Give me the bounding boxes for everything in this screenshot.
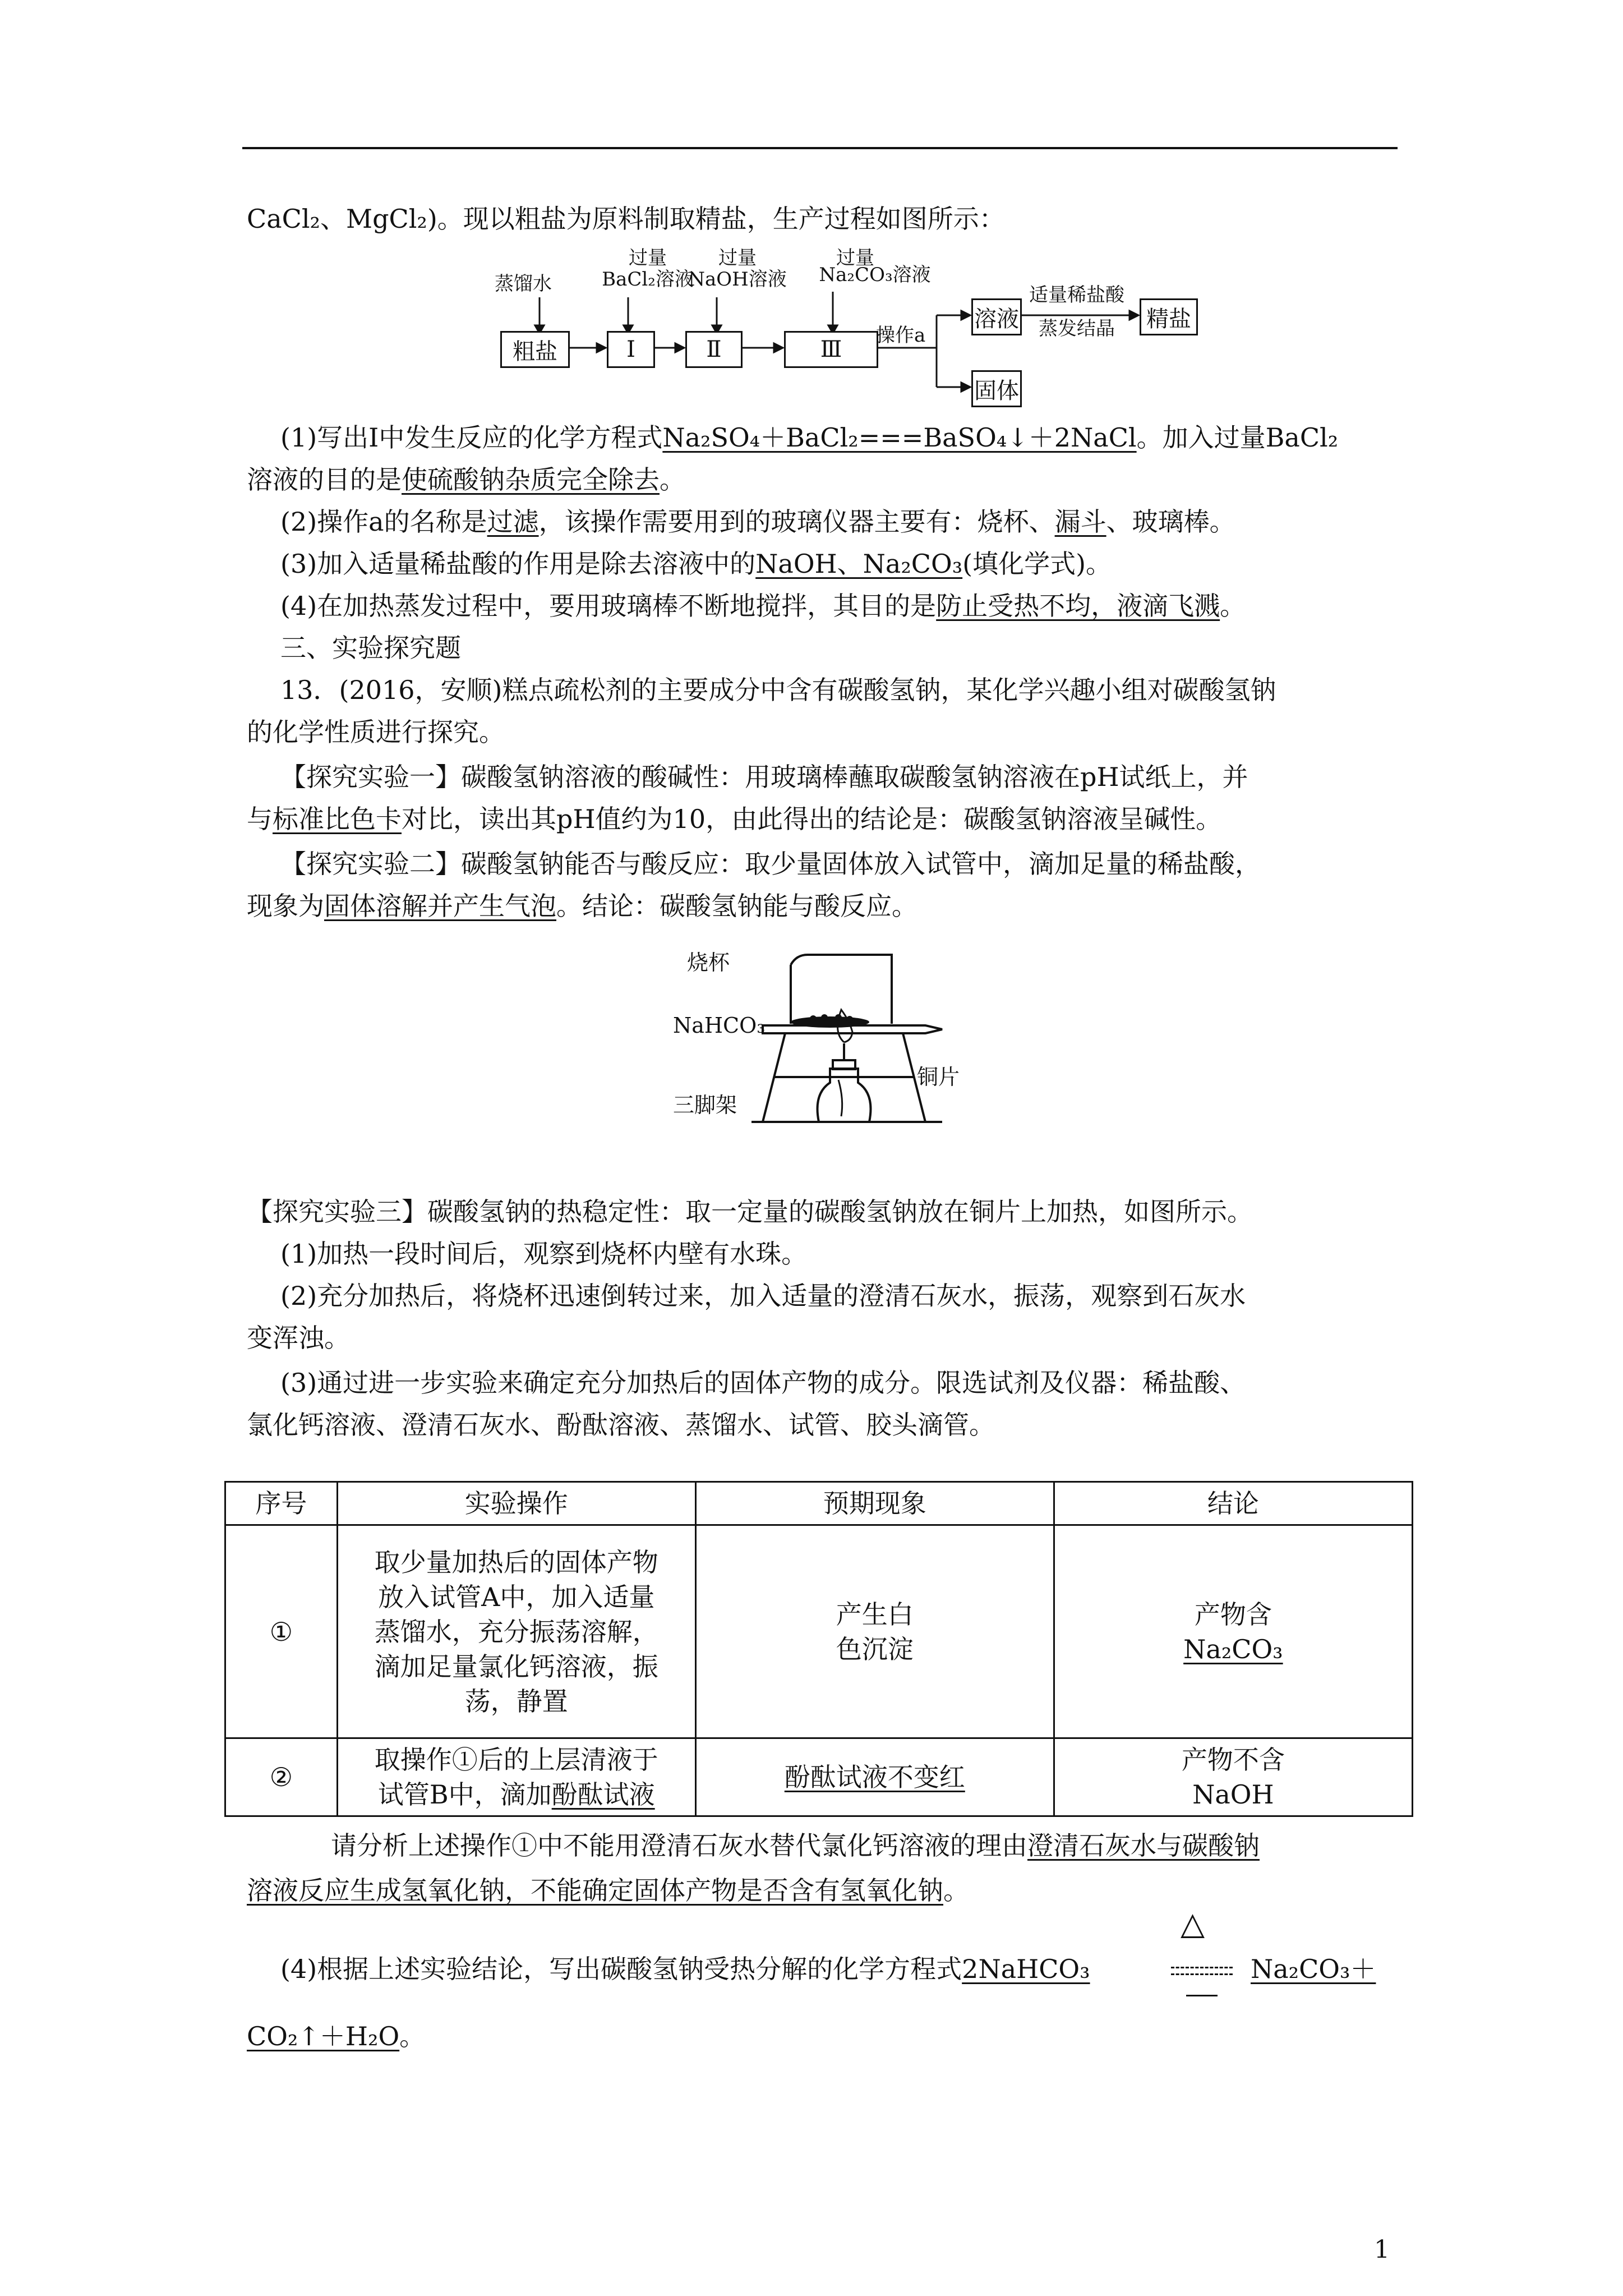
q4b-product <box>1251 1952 1376 1986</box>
intro-line: CaCl₂、MgCl₂)。现以粗盐为原料制取精盐，生产过程如图所示： <box>247 204 1005 234</box>
q13-line1: 13．(2016，安顺)糕点疏松剂的主要成分中含有碳酸氢钠，某化学兴趣小组对碳酸氢钠 <box>280 675 1276 705</box>
row2-op-line1: 取操作①后的上层清液于 <box>374 1745 658 1775</box>
row2-op-prefix: 试管B中，滴加 <box>377 1779 552 1810</box>
equals-line-mid <box>1171 1973 1233 1975</box>
row1-op-line: 取少量加热后的固体产物 <box>374 1547 658 1577</box>
exp2-line2-answer: 固体溶解并产生气泡 <box>324 891 556 921</box>
exp1-line2-answer: 标准比色卡 <box>273 804 402 834</box>
header-operation: 实验操作 <box>337 1482 695 1525</box>
heat-symbol: △ <box>1181 1906 1205 1942</box>
box-step-3: Ⅲ <box>784 331 878 368</box>
label-dilute-hcl: 适量稀盐酸 <box>1029 284 1124 306</box>
q1-suffix: 。加入过量BaCl₂ <box>1136 422 1339 453</box>
equals-line-top <box>1171 1967 1233 1968</box>
q4b-line2 <box>247 2019 425 2053</box>
q13-line2: 的化学性质进行探究。 <box>247 717 505 747</box>
table-row <box>225 1525 1413 1738</box>
exp2-line1: 【探究实验二】碳酸氢钠能否与酸反应：取少量固体放入试管中，滴加足量的稀盐酸， <box>280 849 1261 879</box>
reagent-bacl2-top: 过量 <box>629 247 667 269</box>
row2-operation <box>337 1738 695 1816</box>
header-no: 序号 <box>225 1482 338 1525</box>
row2-op-answer: 酚酞试液 <box>551 1779 655 1810</box>
analysis-line1 <box>331 1829 1260 1862</box>
box-solid: 固体 <box>971 370 1022 407</box>
table-row <box>225 1738 1413 1816</box>
row1-concl-answer: Na₂CO₃ <box>1183 1634 1283 1664</box>
row1-no: ① <box>225 1525 338 1738</box>
row1-phen-line: 色沉淀 <box>836 1634 914 1664</box>
exp1-line2 <box>247 802 1221 836</box>
q1-prefix: (1)写出Ⅰ中发生反应的化学方程式 <box>280 422 663 453</box>
q2-line <box>280 505 1235 539</box>
q1-line2-answer: 使硫酸钠杂质完全除去 <box>402 464 660 495</box>
exp1-line1: 【探究实验一】碳酸氢钠溶液的酸碱性：用玻璃棒蘸取碳酸氢钠溶液在pH试纸上，并 <box>280 762 1248 792</box>
q4-suffix: 。 <box>1220 591 1246 621</box>
analysis-suffix: 。 <box>943 1875 969 1906</box>
row1-concl-prefix: 产物含 <box>1194 1599 1272 1630</box>
row1-phen-line: 产生白 <box>836 1599 914 1630</box>
operation-a-label: 操作a <box>876 324 926 347</box>
label-beaker: 烧杯 <box>687 950 730 975</box>
box-refined-salt: 精盐 <box>1140 298 1198 335</box>
q4b-reactant: 2NaHCO₃ <box>962 1954 1090 1984</box>
label-copper: 铜片 <box>917 1065 960 1089</box>
row2-phen-answer: 酚酞试液不变红 <box>784 1762 965 1792</box>
q1-line2-suffix: 。 <box>660 464 685 495</box>
q3-suffix: (填化学式)。 <box>962 549 1112 579</box>
apparatus-drawing <box>729 948 987 1133</box>
experiment-table <box>224 1481 1413 1817</box>
q2-mid: ，该操作需要用到的玻璃仪器主要有：烧杯、 <box>538 507 1055 537</box>
table-header-row <box>225 1482 1413 1525</box>
label-tripod: 三脚架 <box>673 1093 737 1117</box>
exp3-p2-line1: (2)充分加热后，将烧杯迅速倒转过来，加入适量的澄清石灰水，振荡，观察到石灰水 <box>280 1281 1246 1311</box>
row2-phenomenon <box>695 1738 1054 1816</box>
q4b-line1 <box>280 1952 1090 1986</box>
q4b-prefix: (4)根据上述实验结论，写出碳酸氢钠受热分解的化学方程式 <box>280 1954 962 1984</box>
row2-no: ② <box>225 1738 338 1816</box>
exp3-p3-line2: 氯化钙溶液、澄清石灰水、酚酞溶液、蒸馏水、试管、胶头滴管。 <box>247 1410 995 1440</box>
q3-answer: NaOH、Na₂CO₃ <box>755 549 963 579</box>
q4-prefix: (4)在加热蒸发过程中，要用玻璃棒不断地搅拌，其目的是 <box>280 591 937 621</box>
q4-answer: 防止受热不均，液滴飞溅 <box>936 591 1220 621</box>
box-step-1: Ⅰ <box>607 331 655 368</box>
label-evaporate: 蒸发结晶 <box>1039 318 1115 340</box>
row1-op-line: 滴加足量氯化钙溶液，振 <box>374 1651 658 1682</box>
row2-conclusion <box>1054 1738 1412 1816</box>
reagent-bacl2: BaCl₂溶液 <box>602 268 694 291</box>
exp3-p2-line2: 变浑浊。 <box>247 1323 350 1353</box>
row2-op-line2 <box>344 1777 689 1812</box>
section-title: 三、实验探究题 <box>280 633 461 663</box>
q3-line <box>280 547 1112 581</box>
reagent-naoh-top: 过量 <box>718 247 757 269</box>
row1-op-line: 荡，静置 <box>464 1686 568 1717</box>
exp2-line2 <box>247 889 917 923</box>
exp3-p1: (1)加热一段时间后，观察到烧杯内壁有水珠。 <box>280 1239 808 1269</box>
exp1-line2-prefix: 与 <box>247 804 273 834</box>
row2-concl-line1: 产物不含 <box>1181 1745 1285 1775</box>
q2-answer2: 漏斗 <box>1054 507 1106 537</box>
header-phenomenon: 预期现象 <box>695 1482 1054 1525</box>
q2-suffix: 、玻璃棒。 <box>1106 507 1235 537</box>
equals-line-bottom <box>1186 1995 1218 1996</box>
row1-op-line: 蒸馏水，充分振荡溶解， <box>374 1616 658 1647</box>
q1-line2-prefix: 溶液的目的是 <box>247 464 402 495</box>
analysis-line2 <box>247 1874 969 1907</box>
exp3-line1: 【探究实验三】碳酸氢钠的热稳定性：取一定量的碳酸氢钠放在铜片上加热，如图所示。 <box>247 1197 1253 1227</box>
analysis-answer2: 溶液反应生成氢氧化钠，不能确定固体产物是否含有氢氧化钠 <box>247 1875 943 1906</box>
analysis-answer1: 澄清石灰水与碳酸钠 <box>1027 1830 1260 1861</box>
q4b-line2-suffix: 。 <box>399 2021 426 2051</box>
box-solution: 溶液 <box>971 298 1022 335</box>
q1-line2 <box>247 463 685 496</box>
reagent-na2co3: Na₂CO₃溶液 <box>819 264 931 286</box>
exp3-p3-line1: (3)通过进一步实验来确定充分加热后的固体产物的成分。限选试剂及仪器：稀盐酸、 <box>280 1368 1246 1398</box>
exp1-line2-suffix: 对比，读出其pH值约为10，由此得出的结论是：碳酸氢钠溶液呈碱性。 <box>402 804 1222 834</box>
exp2-line2-prefix: 现象为 <box>247 891 324 921</box>
q4b-line2-answer: CO₂↑＋H₂O <box>247 2021 400 2051</box>
row2-concl-line2: NaOH <box>1192 1779 1274 1810</box>
row1-operation <box>337 1525 695 1738</box>
label-nahco3: NaHCO₃ <box>673 1013 766 1038</box>
page-number: 1 <box>1374 2235 1390 2264</box>
header-conclusion: 结论 <box>1054 1482 1412 1525</box>
box-crude-salt: 粗盐 <box>500 331 570 368</box>
reagent-naoh: NaOH溶液 <box>688 268 787 291</box>
row1-conclusion <box>1054 1525 1412 1738</box>
row1-phenomenon <box>695 1525 1054 1738</box>
row1-op-line: 放入试管A中，加入适量 <box>378 1581 655 1612</box>
exp2-line2-suffix: 。结论：碳酸氢钠能与酸反应。 <box>556 891 917 921</box>
q4-line <box>280 589 1246 623</box>
q1-line1 <box>280 421 1338 454</box>
q2-answer1: 过滤 <box>487 507 539 537</box>
q1-answer: Na₂SO₄＋BaCl₂===BaSO₄↓＋2NaCl <box>662 422 1137 453</box>
q2-prefix: (2)操作a的名称是 <box>280 507 487 537</box>
q3-prefix: (3)加入适量稀盐酸的作用是除去溶液中的 <box>280 549 756 579</box>
reagent-na2co3-top: 过量 <box>836 247 874 269</box>
analysis-prefix: 请分析上述操作①中不能用澄清石灰水替代氯化钙溶液的理由 <box>331 1830 1027 1861</box>
q4b-product1: Na₂CO₃＋ <box>1251 1954 1376 1984</box>
reagent-water: 蒸馏水 <box>495 273 552 295</box>
box-step-2: Ⅱ <box>685 331 743 368</box>
